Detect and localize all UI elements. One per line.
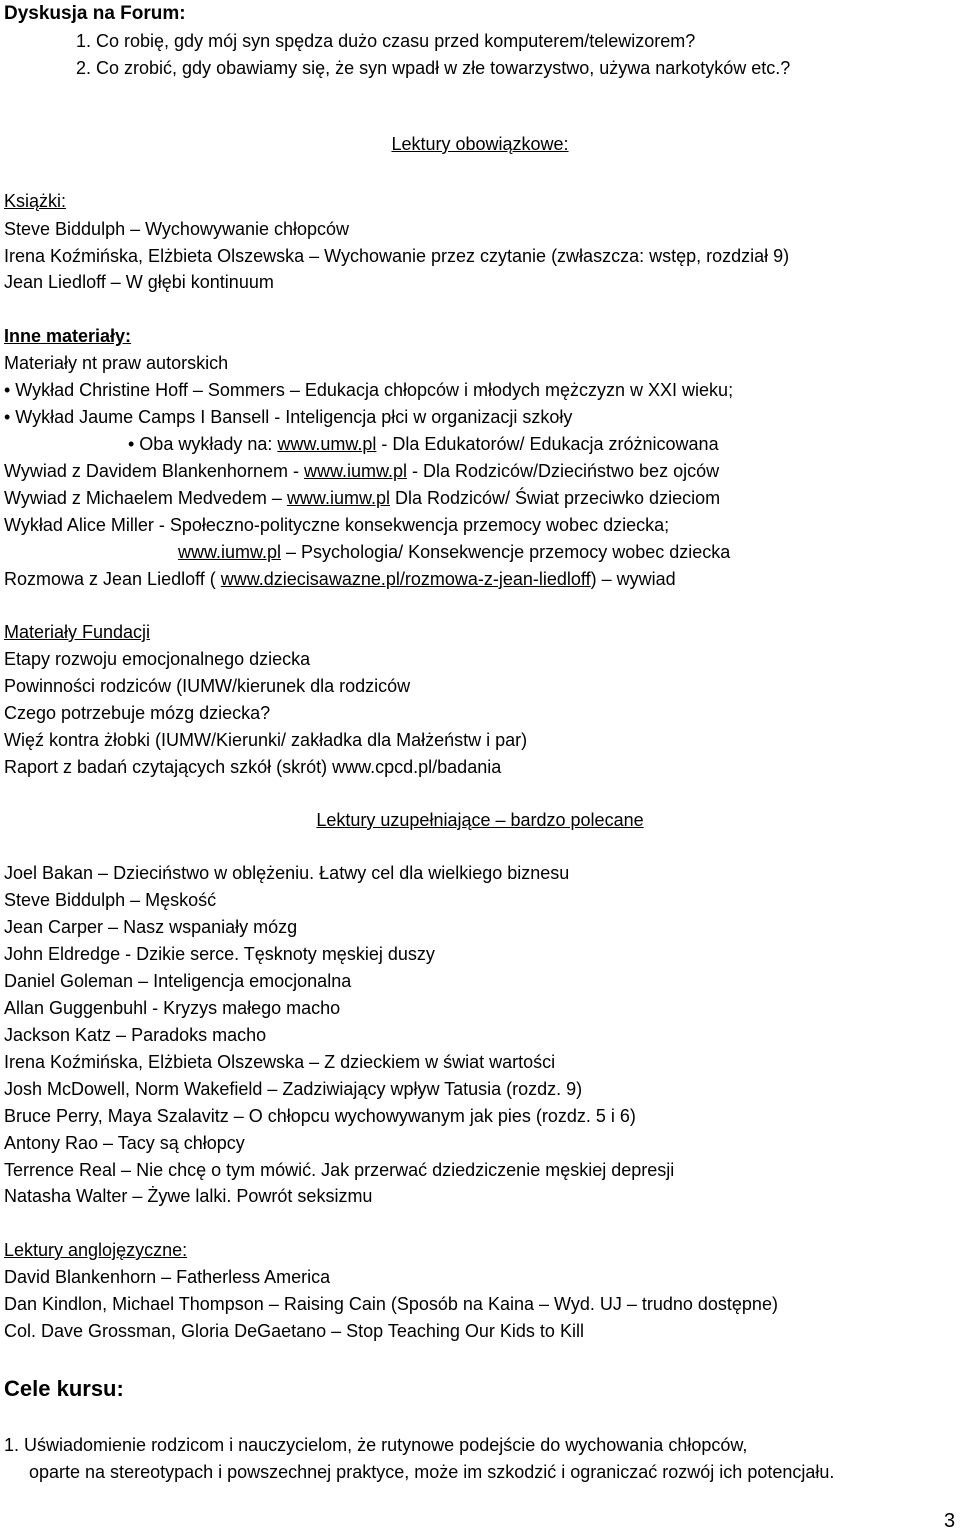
interview-blankenhorn-prefix: Wywiad z Davidem Blankenhornem -: [4, 461, 304, 481]
foundation-item: Czego potrzebuje mózg dziecka?: [4, 703, 271, 723]
forum-title: Dyskusja na Forum:: [4, 3, 186, 24]
interview-medved-prefix: Wywiad z Michaelem Medvedem –: [4, 488, 287, 508]
miller-link-line: [178, 541, 730, 563]
book-item: Jean Liedloff – W głębi kontinuum: [4, 272, 274, 292]
supplementary-item: Allan Guggenbuhl - Kryzys małego macho: [4, 998, 341, 1018]
interview-blankenhorn-suffix: - Dla Rodziców/Dzieciństwo bez ojców: [406, 461, 720, 481]
other-materials-label: Inne materiały:: [4, 326, 132, 346]
both-lectures-line: [128, 433, 719, 455]
interview-liedloff-suffix: ) – wywiad: [590, 569, 676, 589]
both-lectures-suffix: - Dla Edukatorów/ Edukacja zróżnicowana: [376, 434, 719, 454]
lecture-miller: Wykład Alice Miller - Społeczno-polityczne konsekwencja przemocy wobec dziecka;: [4, 515, 670, 535]
interview-liedloff: [4, 568, 676, 590]
english-item: Col. Dave Grossman, Gloria DeGaetano – Stop Teaching Our Kids to Kill: [4, 1321, 584, 1341]
goal-item-line: 1. Uświadomienie rodzicom i nauczycielom, że rutynowe podejście do wychowania chłopców,: [4, 1435, 748, 1455]
foundation-item: Więź kontra żłobki (IUMW/Kierunki/ zakładka dla Małżeństw i par): [4, 730, 528, 750]
foundation-item: Etapy rozwoju emocjonalnego dziecka: [4, 649, 311, 669]
supplementary-item: Terrence Real – Nie chcę o tym mówić. Jak przerwać dziedziczenie męskiej depresji: [4, 1160, 675, 1180]
supplementary-item: Irena Koźmińska, Elżbieta Olszewska – Z dzieckiem w świat wartości: [4, 1052, 556, 1072]
lecture-bansell: • Wykład Jaume Camps I Bansell - Inteligencja płci w organizacji szkoły: [4, 407, 573, 427]
books-label: Książki:: [4, 191, 67, 211]
supplementary-heading: Lektury uzupełniające – bardzo polecane: [316, 810, 644, 830]
interview-liedloff-prefix: Rozmowa z Jean Liedloff (: [4, 569, 221, 589]
dziecisawazne-link[interactable]: www.dziecisawazne.pl/rozmowa-z-jean-liedloff: [220, 569, 591, 589]
iumw-link[interactable]: www.iumw.pl: [286, 488, 390, 508]
forum-question-1: 1. Co robię, gdy mój syn spędza dużo czasu przed komputerem/telewizorem?: [76, 31, 696, 51]
english-item: Dan Kindlon, Michael Thompson – Raising Cain (Sposób na Kaina – Wyd. UJ – trudno dostępne): [4, 1294, 778, 1314]
both-lectures-prefix: • Oba wykłady na:: [128, 434, 278, 454]
english-heading: Lektury anglojęzyczne:: [4, 1240, 188, 1260]
supplementary-item: Jean Carper – Nasz wspaniały mózg: [4, 917, 298, 937]
supplementary-item: Bruce Perry, Maya Szalavitz – O chłopcu wychowywanym jak pies (rozdz. 5 i 6): [4, 1106, 636, 1126]
forum-question-2: 2. Co zrobić, gdy obawiamy się, że syn wpadł w złe towarzystwo, używa narkotyków etc.?: [76, 58, 791, 78]
iumw-link[interactable]: www.iumw.pl: [303, 461, 407, 481]
page-number: 3: [944, 1510, 956, 1532]
goals-heading: Cele kursu:: [4, 1376, 124, 1401]
supplementary-item: Natasha Walter – Żywe lalki. Powrót seksizmu: [4, 1186, 373, 1206]
foundation-item: Powinności rodziców (IUMW/kierunek dla rodziców: [4, 676, 411, 696]
supplementary-item: Jackson Katz – Paradoks macho: [4, 1025, 267, 1045]
supplementary-item: John Eldredge - Dzikie serce. Tęsknoty męskiej duszy: [4, 944, 435, 964]
foundation-item: Raport z badań czytających szkół (skrót) www.cpcd.pl/badania: [4, 757, 502, 777]
goal-item-line: oparte na stereotypach i powszechnej praktyce, może im szkodzić i ograniczać rozwój ich potencjału.: [29, 1462, 835, 1482]
miller-link-suffix: – Psychologia/ Konsekwencje przemocy wobec dziecka: [281, 542, 731, 562]
english-item: David Blankenhorn – Fatherless America: [4, 1267, 331, 1287]
interview-medved: [4, 487, 720, 509]
supplementary-item: Josh McDowell, Norm Wakefield – Zadziwiający wpływ Tatusia (rozdz. 9): [4, 1079, 583, 1099]
book-item: Irena Koźmińska, Elżbieta Olszewska – Wychowanie przez czytanie (zwłaszcza: wstęp, rozdział 9): [4, 246, 790, 266]
book-item: Steve Biddulph – Wychowywanie chłopców: [4, 219, 350, 239]
supplementary-item: Antony Rao – Tacy są chłopcy: [4, 1133, 245, 1153]
supplementary-item: Joel Bakan – Dzieciństwo w oblężeniu. Łatwy cel dla wielkiego biznesu: [4, 863, 570, 883]
lecture-sommers: • Wykład Christine Hoff – Sommers – Edukacja chłopców i młodych mężczyzn w XXI wieku;: [4, 380, 734, 400]
interview-blankenhorn: [4, 460, 719, 482]
interview-medved-suffix: Dla Rodziców/ Świat przeciwko dzieciom: [389, 488, 721, 508]
foundation-heading: Materiały Fundacji: [4, 622, 151, 642]
umw-link[interactable]: www.umw.pl: [277, 434, 377, 454]
iumw-link[interactable]: www.iumw.pl: [178, 542, 282, 562]
supplementary-item: Daniel Goleman – Inteligencja emocjonalna: [4, 971, 352, 991]
required-heading: Lektury obowiązkowe:: [391, 134, 569, 154]
supplementary-item: Steve Biddulph – Męskość: [4, 890, 217, 910]
copyright-materials: Materiały nt praw autorskich: [4, 353, 229, 373]
